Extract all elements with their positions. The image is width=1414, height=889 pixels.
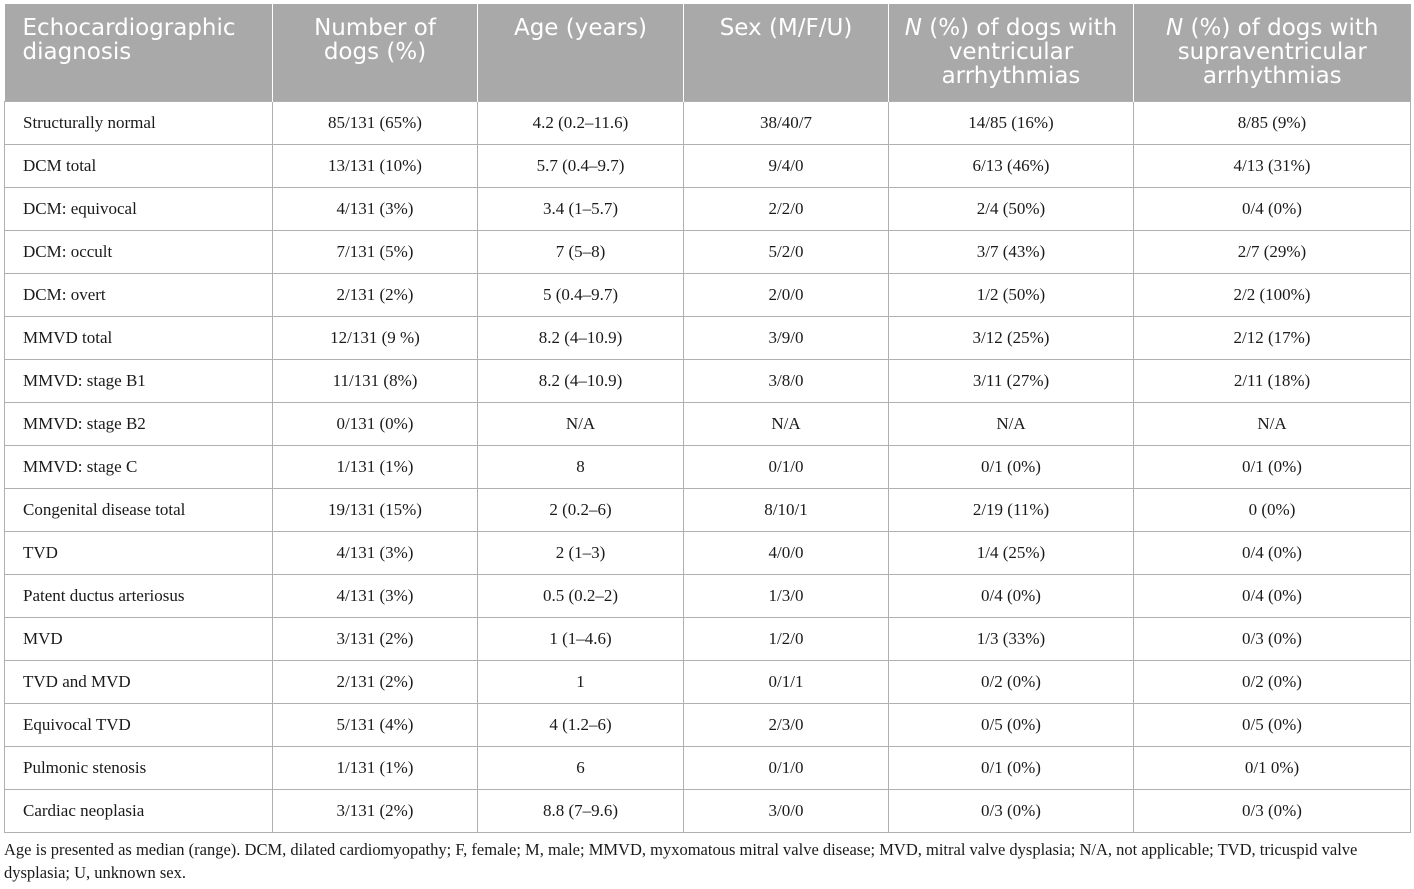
cell-diagnosis: Pulmonic stenosis bbox=[5, 747, 273, 790]
diagnosis-table bbox=[4, 4, 1411, 833]
cell-diagnosis: MMVD: stage B2 bbox=[5, 403, 273, 446]
cell-sex: 5/2/0 bbox=[684, 231, 889, 274]
cell-sex: 8/10/1 bbox=[684, 489, 889, 532]
cell-supraventricular: 0/5 (0%) bbox=[1134, 704, 1411, 747]
cell-age: 1 (1–4.6) bbox=[478, 618, 684, 661]
cell-sex: 3/9/0 bbox=[684, 317, 889, 360]
cell-ventricular: 0/4 (0%) bbox=[889, 575, 1134, 618]
cell-diagnosis: Structurally normal bbox=[5, 102, 273, 145]
cell-ventricular: N/A bbox=[889, 403, 1134, 446]
cell-supraventricular: 0/4 (0%) bbox=[1134, 532, 1411, 575]
cell-diagnosis: MMVD total bbox=[5, 317, 273, 360]
cell-number-of-dogs: 2/131 (2%) bbox=[273, 274, 478, 317]
cell-ventricular: 14/85 (16%) bbox=[889, 102, 1134, 145]
cell-supraventricular: 0 (0%) bbox=[1134, 489, 1411, 532]
cell-ventricular: 3/7 (43%) bbox=[889, 231, 1134, 274]
cell-sex: 2/2/0 bbox=[684, 188, 889, 231]
cell-ventricular: 6/13 (46%) bbox=[889, 145, 1134, 188]
cell-ventricular: 3/12 (25%) bbox=[889, 317, 1134, 360]
cell-sex: 0/1/1 bbox=[684, 661, 889, 704]
cell-ventricular: 2/4 (50%) bbox=[889, 188, 1134, 231]
cell-supraventricular: 0/4 (0%) bbox=[1134, 575, 1411, 618]
cell-age: 4 (1.2–6) bbox=[478, 704, 684, 747]
table-body bbox=[5, 102, 1411, 833]
table-row bbox=[5, 403, 1411, 446]
table-footnote: Age is presented as median (range). DCM, dilated cardiomyopathy; F, female; M, male; MMVD, myxomatous mitral valve disease; MVD, mitral valve dysplasia; N/A, not applicable; TVD, tricuspid valve dysplasia; U, unknown sex. bbox=[4, 840, 1358, 882]
cell-number-of-dogs: 13/131 (10%) bbox=[273, 145, 478, 188]
header-supraventricular: N (%) of dogs with supraventricular arrhythmias bbox=[1134, 4, 1411, 102]
cell-diagnosis: Patent ductus arteriosus bbox=[5, 575, 273, 618]
cell-sex: 3/0/0 bbox=[684, 790, 889, 833]
cell-supraventricular: 0/1 (0%) bbox=[1134, 446, 1411, 489]
cell-diagnosis: TVD bbox=[5, 532, 273, 575]
cell-age: 0.5 (0.2–2) bbox=[478, 575, 684, 618]
cell-age: 3.4 (1–5.7) bbox=[478, 188, 684, 231]
header-row bbox=[5, 4, 1411, 102]
cell-age: 5 (0.4–9.7) bbox=[478, 274, 684, 317]
cell-sex: 2/3/0 bbox=[684, 704, 889, 747]
cell-sex: 3/8/0 bbox=[684, 360, 889, 403]
cell-ventricular: 1/2 (50%) bbox=[889, 274, 1134, 317]
cell-ventricular: 0/5 (0%) bbox=[889, 704, 1134, 747]
cell-diagnosis: MMVD: stage C bbox=[5, 446, 273, 489]
cell-supraventricular: 0/1 0%) bbox=[1134, 747, 1411, 790]
cell-age: 8 bbox=[478, 446, 684, 489]
cell-sex: 1/3/0 bbox=[684, 575, 889, 618]
cell-age: 8.2 (4–10.9) bbox=[478, 360, 684, 403]
cell-ventricular: 3/11 (27%) bbox=[889, 360, 1134, 403]
cell-ventricular: 0/2 (0%) bbox=[889, 661, 1134, 704]
table-row bbox=[5, 446, 1411, 489]
header-age: Age (years) bbox=[478, 4, 684, 102]
cell-number-of-dogs: 5/131 (4%) bbox=[273, 704, 478, 747]
header-diagnosis: Echocardiographic diagnosis bbox=[5, 4, 273, 102]
cell-supraventricular: 0/3 (0%) bbox=[1134, 790, 1411, 833]
cell-supraventricular: 2/2 (100%) bbox=[1134, 274, 1411, 317]
cell-number-of-dogs: 4/131 (3%) bbox=[273, 532, 478, 575]
cell-number-of-dogs: 7/131 (5%) bbox=[273, 231, 478, 274]
cell-diagnosis: Cardiac neoplasia bbox=[5, 790, 273, 833]
table-row bbox=[5, 790, 1411, 833]
cell-number-of-dogs: 2/131 (2%) bbox=[273, 661, 478, 704]
cell-number-of-dogs: 85/131 (65%) bbox=[273, 102, 478, 145]
cell-ventricular: 0/3 (0%) bbox=[889, 790, 1134, 833]
table-row bbox=[5, 532, 1411, 575]
cell-diagnosis: DCM: overt bbox=[5, 274, 273, 317]
table-row bbox=[5, 102, 1411, 145]
cell-sex: 1/2/0 bbox=[684, 618, 889, 661]
table-row bbox=[5, 231, 1411, 274]
cell-number-of-dogs: 12/131 (9 %) bbox=[273, 317, 478, 360]
cell-diagnosis: DCM: occult bbox=[5, 231, 273, 274]
cell-number-of-dogs: 1/131 (1%) bbox=[273, 446, 478, 489]
cell-sex: 0/1/0 bbox=[684, 747, 889, 790]
table-row bbox=[5, 360, 1411, 403]
cell-ventricular: 1/4 (25%) bbox=[889, 532, 1134, 575]
header-ventricular: N (%) of dogs with ventricular arrhythmias bbox=[889, 4, 1134, 102]
table-row bbox=[5, 575, 1411, 618]
cell-diagnosis: MMVD: stage B1 bbox=[5, 360, 273, 403]
table-row bbox=[5, 747, 1411, 790]
cell-age: 6 bbox=[478, 747, 684, 790]
cell-ventricular: 0/1 (0%) bbox=[889, 446, 1134, 489]
table-row bbox=[5, 188, 1411, 231]
cell-number-of-dogs: 4/131 (3%) bbox=[273, 188, 478, 231]
table-container bbox=[4, 4, 1410, 833]
table-row bbox=[5, 489, 1411, 532]
cell-age: 1 bbox=[478, 661, 684, 704]
cell-ventricular: 2/19 (11%) bbox=[889, 489, 1134, 532]
cell-sex: 4/0/0 bbox=[684, 532, 889, 575]
cell-age: 8.8 (7–9.6) bbox=[478, 790, 684, 833]
table-row bbox=[5, 661, 1411, 704]
cell-age: 5.7 (0.4–9.7) bbox=[478, 145, 684, 188]
cell-number-of-dogs: 3/131 (2%) bbox=[273, 618, 478, 661]
cell-diagnosis: DCM total bbox=[5, 145, 273, 188]
table-row bbox=[5, 145, 1411, 188]
cell-supraventricular: 0/4 (0%) bbox=[1134, 188, 1411, 231]
cell-sex: N/A bbox=[684, 403, 889, 446]
cell-supraventricular: 2/11 (18%) bbox=[1134, 360, 1411, 403]
cell-sex: 0/1/0 bbox=[684, 446, 889, 489]
cell-number-of-dogs: 4/131 (3%) bbox=[273, 575, 478, 618]
table-row bbox=[5, 317, 1411, 360]
cell-supraventricular: 4/13 (31%) bbox=[1134, 145, 1411, 188]
cell-diagnosis: Congenital disease total bbox=[5, 489, 273, 532]
cell-diagnosis: Equivocal TVD bbox=[5, 704, 273, 747]
cell-diagnosis: DCM: equivocal bbox=[5, 188, 273, 231]
cell-supraventricular: 2/7 (29%) bbox=[1134, 231, 1411, 274]
cell-age: 8.2 (4–10.9) bbox=[478, 317, 684, 360]
cell-ventricular: 0/1 (0%) bbox=[889, 747, 1134, 790]
cell-diagnosis: TVD and MVD bbox=[5, 661, 273, 704]
table-row bbox=[5, 704, 1411, 747]
cell-sex: 38/40/7 bbox=[684, 102, 889, 145]
cell-sex: 9/4/0 bbox=[684, 145, 889, 188]
cell-supraventricular: 8/85 (9%) bbox=[1134, 102, 1411, 145]
cell-ventricular: 1/3 (33%) bbox=[889, 618, 1134, 661]
cell-supraventricular: 0/2 (0%) bbox=[1134, 661, 1411, 704]
header-sex: Sex (M/F/U) bbox=[684, 4, 889, 102]
cell-supraventricular: 0/3 (0%) bbox=[1134, 618, 1411, 661]
cell-age: 2 (0.2–6) bbox=[478, 489, 684, 532]
cell-number-of-dogs: 19/131 (15%) bbox=[273, 489, 478, 532]
cell-number-of-dogs: 1/131 (1%) bbox=[273, 747, 478, 790]
cell-supraventricular: N/A bbox=[1134, 403, 1411, 446]
table-row bbox=[5, 274, 1411, 317]
cell-age: 4.2 (0.2–11.6) bbox=[478, 102, 684, 145]
header-number-of-dogs: Number of dogs (%) bbox=[273, 4, 478, 102]
cell-number-of-dogs: 3/131 (2%) bbox=[273, 790, 478, 833]
cell-diagnosis: MVD bbox=[5, 618, 273, 661]
cell-number-of-dogs: 0/131 (0%) bbox=[273, 403, 478, 446]
cell-age: 7 (5–8) bbox=[478, 231, 684, 274]
table-row bbox=[5, 618, 1411, 661]
cell-sex: 2/0/0 bbox=[684, 274, 889, 317]
cell-age: N/A bbox=[478, 403, 684, 446]
cell-age: 2 (1–3) bbox=[478, 532, 684, 575]
cell-supraventricular: 2/12 (17%) bbox=[1134, 317, 1411, 360]
cell-number-of-dogs: 11/131 (8%) bbox=[273, 360, 478, 403]
